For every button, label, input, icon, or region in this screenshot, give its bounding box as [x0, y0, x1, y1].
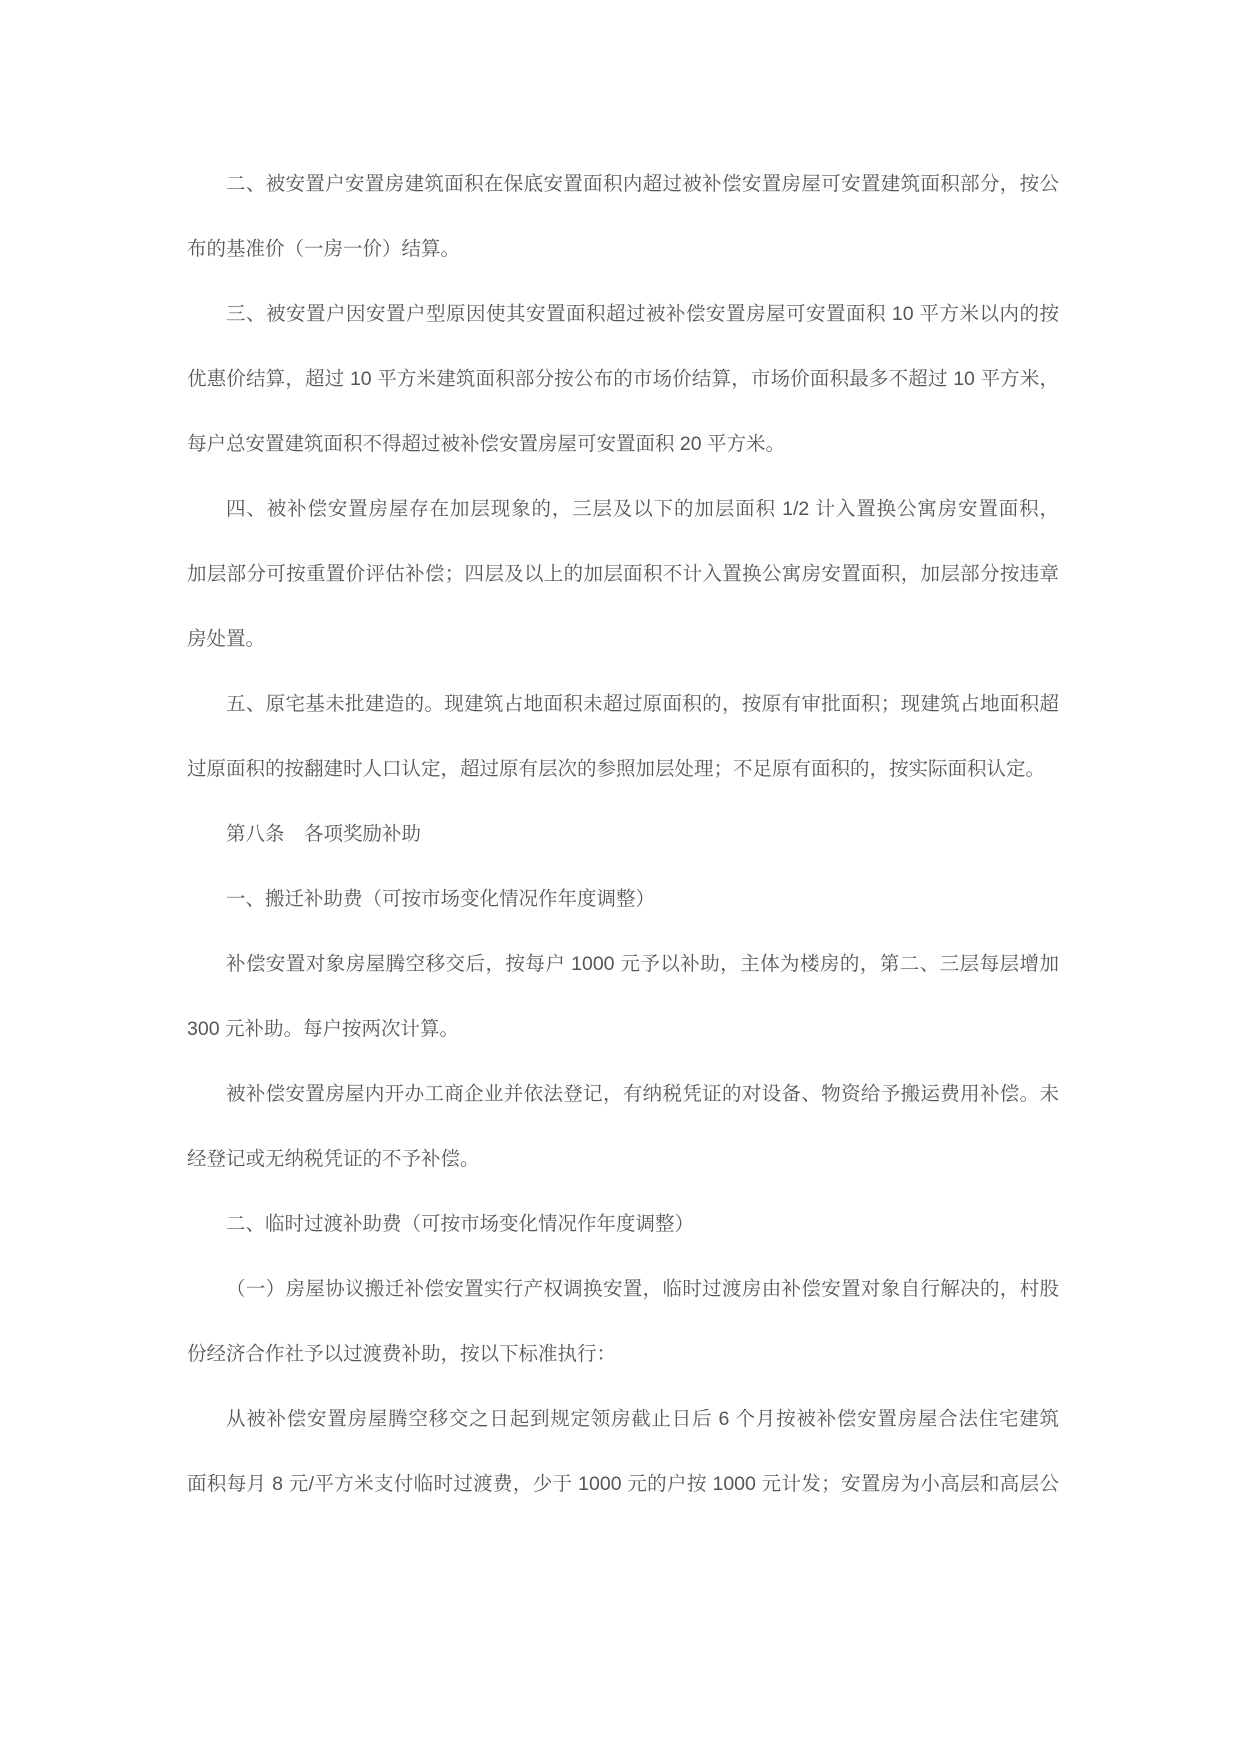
- text-line: 面积每月 8 元/平方米支付临时过渡费，少于 1000 元的户按 1000 元计发；安置房为小高层和高层公: [187, 1473, 1059, 1495]
- text-line: 二、临时过渡补助费（可按市场变化情况作年度调整）: [226, 1213, 695, 1235]
- paragraph-clause-3: [187, 282, 1059, 477]
- text-line: 五、原宅基未批建造的。现建筑占地面积未超过原面积的，按原有审批面积；现建筑占地面积超: [226, 693, 1059, 715]
- document-body: [187, 152, 1059, 1517]
- text-line: 份经济合作社予以过渡费补助，按以下标准执行：: [187, 1343, 617, 1365]
- paragraph-clause-5: [187, 672, 1059, 802]
- text-line: 优惠价结算，超过 10 平方米建筑面积部分按公布的市场价结算，市场价面积最多不超过 10 平方米，: [187, 368, 1059, 390]
- text-line: 四、被补偿安置房屋存在加层现象的，三层及以下的加层面积 1/2 计入置换公寓房安置面积，: [226, 498, 1059, 520]
- article-heading: 第八条 各项奖励补助: [226, 823, 422, 845]
- paragraph-clause-4: [187, 477, 1059, 672]
- paragraph-clause-2: [187, 152, 1059, 282]
- text-line: 房处置。: [187, 628, 266, 650]
- text-line: 一、搬迁补助费（可按市场变化情况作年度调整）: [226, 888, 656, 910]
- text-line: 经登记或无纳税凭证的不予补偿。: [187, 1148, 480, 1170]
- paragraph-relocation-subsidy-heading: [187, 867, 1059, 932]
- text-line: 从被补偿安置房屋腾空移交之日起到规定领房截止日后 6 个月按被补偿安置房屋合法住宅建筑: [226, 1408, 1059, 1430]
- text-line: 补偿安置对象房屋腾空移交后，按每户 1000 元予以补助，主体为楼房的，第二、三层每层增加: [226, 953, 1059, 975]
- text-line: 布的基准价（一房一价）结算。: [187, 238, 461, 260]
- paragraph-transition-fee-standard: [187, 1387, 1059, 1517]
- text-line: 加层部分可按重置价评估补偿；四层及以上的加层面积不计入置换公寓房安置面积，加层部分按违章: [187, 563, 1059, 585]
- text-line: 三、被安置户因安置户型原因使其安置面积超过被补偿安置房屋可安置面积 10 平方米以内的按: [226, 303, 1059, 325]
- text-line: 300 元补助。每户按两次计算。: [187, 1018, 459, 1040]
- paragraph-relocation-subsidy-detail: [187, 932, 1059, 1062]
- paragraph-article-8-heading: [187, 802, 1059, 867]
- text-line: （一）房屋协议搬迁补偿安置实行产权调换安置，临时过渡房由补偿安置对象自行解决的，村股: [226, 1278, 1059, 1300]
- text-line: 二、被安置户安置房建筑面积在保底安置面积内超过被补偿安置房屋可安置建筑面积部分，按公: [226, 173, 1059, 195]
- text-line: 过原面积的按翻建时人口认定，超过原有层次的参照加层处理；不足原有面积的，按实际面积认定。: [187, 758, 1046, 780]
- paragraph-transition-subsidy-heading: [187, 1192, 1059, 1257]
- text-line: 被补偿安置房屋内开办工商企业并依法登记，有纳税凭证的对设备、物资给予搬运费用补偿。未: [226, 1083, 1059, 1105]
- paragraph-business-compensation: [187, 1062, 1059, 1192]
- paragraph-transition-subsidy-item-1: [187, 1257, 1059, 1387]
- text-line: 每户总安置建筑面积不得超过被补偿安置房屋可安置面积 20 平方米。: [187, 433, 786, 455]
